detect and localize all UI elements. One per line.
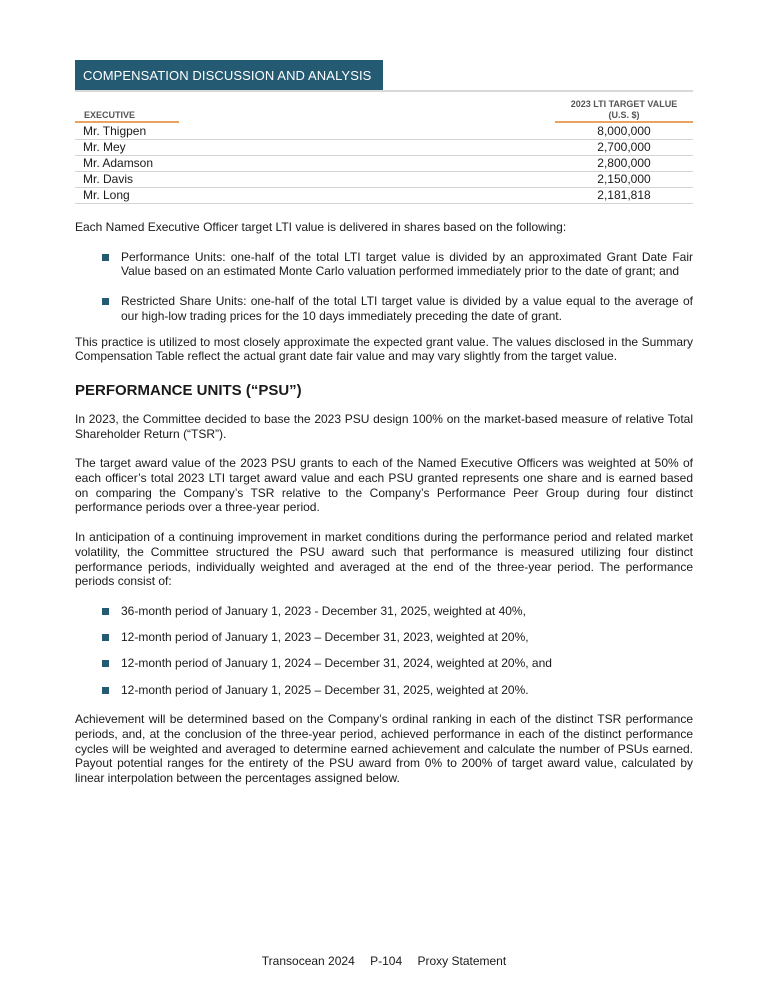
executive-name: Mr. Long: [75, 188, 555, 204]
section-header: [75, 60, 693, 91]
column-header-executive: EXECUTIVE: [75, 99, 555, 124]
square-bullet-icon: [102, 634, 109, 641]
performance-periods-list: [75, 604, 693, 697]
psu-paragraph-2: The target award value of the 2023 PSU grants to each of the Named Executive Officers was weighted at 50% of each officer’s total 2023 LTI target award value and each PSU granted represents one share and is earned based on comparing the Company’s TSR relative to the Company’s Performance Peer Group during four distinct performance periods over a three-year period.: [75, 456, 693, 515]
psu-paragraph-1: In 2023, the Committee decided to base the 2023 PSU design 100% on the market-based measure of relative Total Shareholder Return (“TSR”).: [75, 411, 693, 441]
footer-page-number: P-104: [370, 954, 403, 968]
executive-name: Mr. Thigpen: [75, 124, 555, 140]
table-row: [75, 140, 693, 156]
table-row: [75, 172, 693, 188]
list-item: Restricted Share Units: one-half of the total LTI target value is divided by a value equal to the average of our high-low trading prices for the 10 days immediately preceding the date of grant.: [102, 294, 693, 323]
footer-document-name: Proxy Statement: [417, 954, 507, 968]
column-header-lti-value: 2023 LTI TARGET VALUE (U.S. $): [555, 99, 693, 124]
table-row: [75, 156, 693, 172]
square-bullet-icon: [102, 660, 109, 667]
psu-heading: PERFORMANCE UNITS (“PSU”): [75, 381, 302, 399]
page-footer: [0, 954, 768, 968]
list-item: 36-month period of January 1, 2023 - December 31, 2025, weighted at 40%,: [102, 604, 693, 619]
list-item: 12-month period of January 1, 2023 – December 31, 2023, weighted at 20%,: [102, 630, 693, 645]
lti-value: 8,000,000: [555, 124, 693, 140]
lti-value: 2,150,000: [555, 172, 693, 188]
executive-name: Mr. Mey: [75, 140, 555, 156]
list-item: 12-month period of January 1, 2024 – December 31, 2024, weighted at 20%, and: [102, 656, 693, 671]
square-bullet-icon: [102, 608, 109, 615]
lti-value: 2,181,818: [555, 188, 693, 204]
delivery-bullets: [75, 250, 693, 324]
list-item: 12-month period of January 1, 2025 – December 31, 2025, weighted at 20%.: [102, 683, 693, 698]
intro-paragraph: Each Named Executive Officer target LTI value is delivered in shares based on the following:: [75, 220, 567, 234]
table-row: [75, 124, 693, 140]
square-bullet-icon: [102, 298, 109, 305]
document-page: [75, 60, 693, 786]
square-bullet-icon: [102, 254, 109, 261]
lti-value: 2,700,000: [555, 140, 693, 156]
executive-name: Mr. Davis: [75, 172, 555, 188]
executive-name: Mr. Adamson: [75, 156, 555, 172]
practice-paragraph: This practice is utilized to most closely approximate the expected grant value. The values disclosed in the Summary Compensation Table reflect the actual grant date fair value and may vary slightly from the target value.: [75, 334, 693, 364]
list-item: Performance Units: one-half of the total LTI target value is divided by an approximated Grant Date Fair Value based on an estimated Monte Carlo valuation performed immediately prior to the date of grant; and: [102, 250, 693, 279]
section-title: COMPENSATION DISCUSSION AND ANALYSIS: [75, 60, 383, 90]
header-rule: [75, 90, 693, 92]
lti-value: 2,800,000: [555, 156, 693, 172]
psu-paragraph-3: In anticipation of a continuing improvement in market conditions during the performance period and related market volatility, the Committee structured the PSU award such that performance is measured utilizing four distinct performance periods, individually weighted and averaged at the end of the three-year period. The performance periods consist of:: [75, 530, 693, 589]
table-row: [75, 188, 693, 204]
achievement-paragraph: Achievement will be determined based on the Company’s ordinal ranking in each of the distinct TSR performance periods, and, at the conclusion of the three-year period, achieved performance in each of the distinct performance cycles will be weighted and averaged to determine earned achievement and calculate the number of PSUs earned. Payout potential ranges for the entirety of the PSU award from 0% to 200% of target award value, calculated by linear interpolation between the percentages assigned below.: [75, 712, 693, 786]
square-bullet-icon: [102, 687, 109, 694]
footer-company: Transocean 2024: [261, 954, 355, 968]
lti-target-table: [75, 99, 693, 204]
